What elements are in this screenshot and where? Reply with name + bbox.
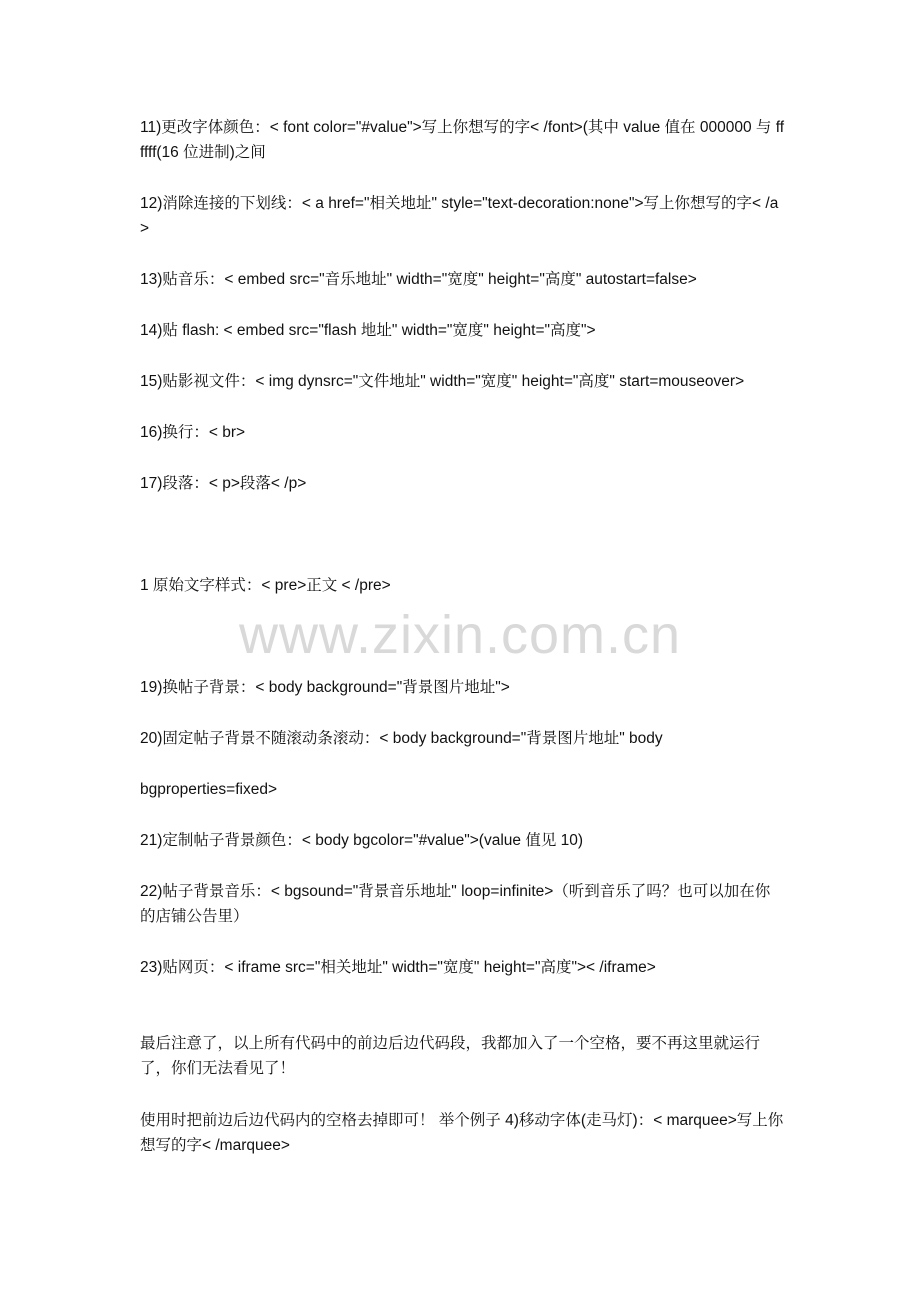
paragraph-15-video-file: 15)贴影视文件：< img dynsrc="文件地址" width="宽度" height="高度" start=mouseover> bbox=[140, 373, 745, 390]
paragraph-23-iframe: 23)贴网页：< iframe src="相关地址" width="宽度" height="高度">< /iframe> bbox=[140, 959, 656, 976]
paragraph-17-paragraph: 17)段落：< p>段落< /p> bbox=[140, 475, 307, 492]
paragraph-20-fixed-background: 20)固定帖子背景不随滚动条滚动：< body background="背景图片地址" body bbox=[140, 730, 663, 747]
paragraph-pre-text: 1 原始文字样式：< pre>正文 < /pre> bbox=[140, 577, 391, 594]
watermark: www.zixin.com.cn bbox=[238, 605, 682, 665]
paragraph-final-note: 最后注意了，以上所有代码中的前边后边代码段，我都加入了一个空格，要不再这里就运行了，你们无法看见了！ bbox=[140, 1035, 761, 1077]
paragraph-20-continued: bgproperties=fixed> bbox=[140, 781, 278, 798]
paragraph-11-font-color: 11)更改字体颜色：< font color="#value">写上你想写的字< /font>(其中 value 值在 000000 与 ffffff(16 位进制)之间 bbox=[140, 119, 785, 161]
paragraph-19-body-background: 19)换帖子背景：< body background="背景图片地址"> bbox=[140, 679, 510, 696]
paragraph-12-remove-underline: 12)消除连接的下划线：< a href="相关地址" style="text-decoration:none">写上你想写的字< /a> bbox=[140, 195, 779, 237]
paragraph-13-embed-music: 13)贴音乐：< embed src="音乐地址" width="宽度" height="高度" autostart=false> bbox=[140, 271, 697, 288]
paragraph-16-line-break: 16)换行：< br> bbox=[140, 424, 246, 441]
paragraph-usage-example: 使用时把前边后边代码内的空格去掉即可！ 举个例子 4)移动字体(走马灯)：< marquee>写上你想写的字< /marquee> bbox=[140, 1112, 784, 1154]
paragraph-22-bgsound: 22)帖子背景音乐：< bgsound="背景音乐地址" loop=infinite>（听到音乐了吗？也可以加在你的店铺公告里） bbox=[140, 883, 771, 925]
paragraph-21-bgcolor: 21)定制帖子背景颜色：< body bgcolor="#value">(value 值见 10) bbox=[140, 832, 584, 849]
paragraph-14-embed-flash: 14)贴 flash: < embed src="flash 地址" width="宽度" height="高度"> bbox=[140, 322, 596, 339]
